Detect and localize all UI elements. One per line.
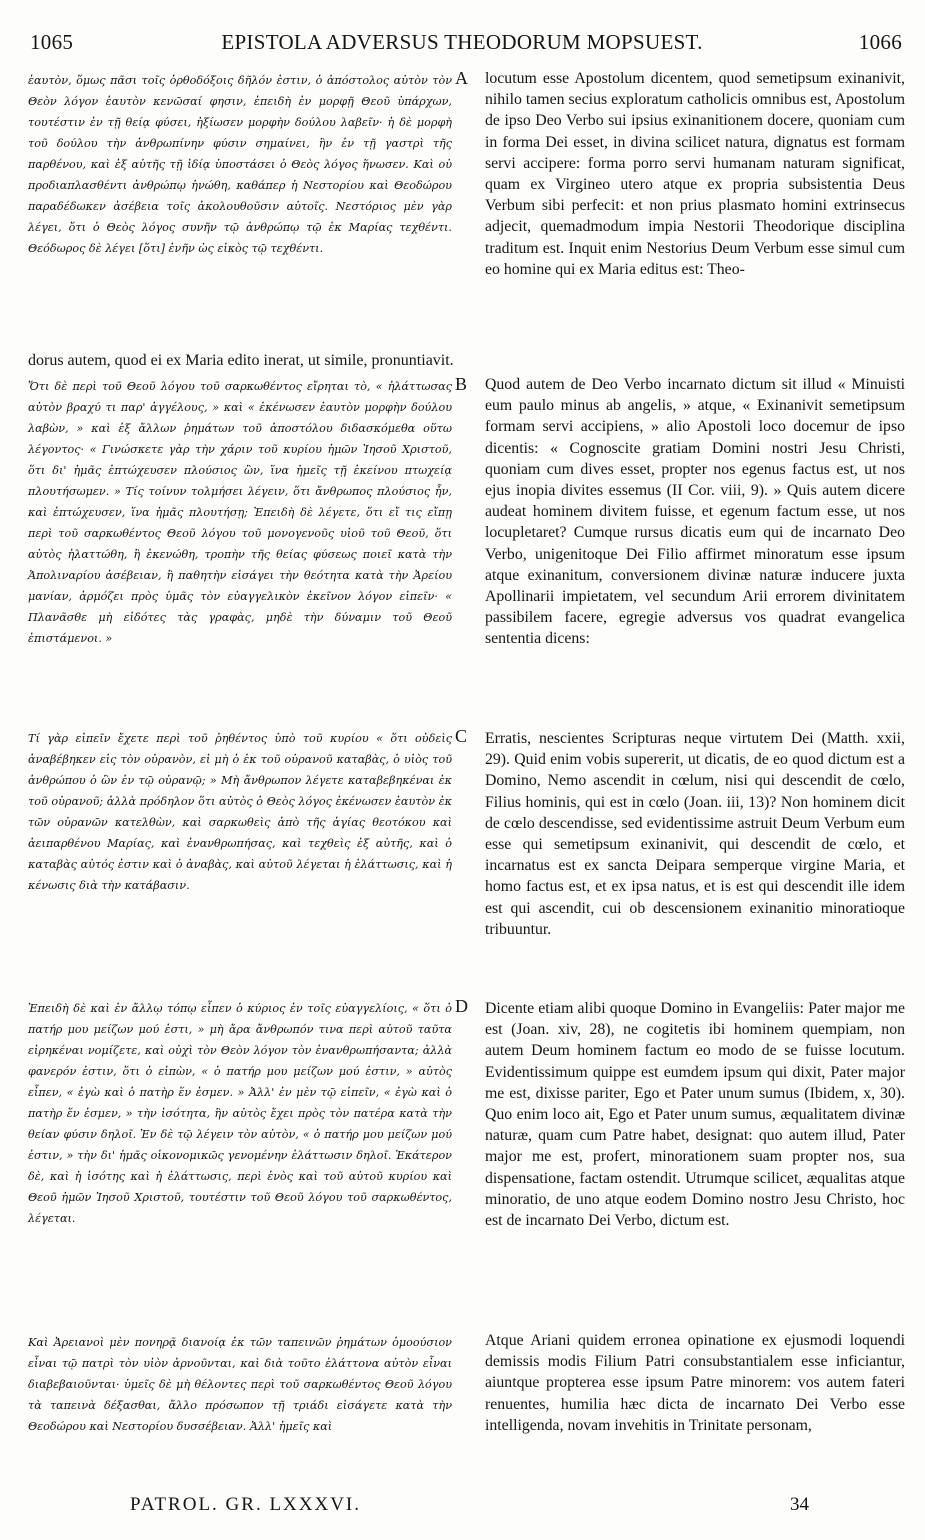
- greek-paragraph-c: Τί γὰρ εἰπεῖν ἔχετε περὶ τοῦ ῥηθέντος ὑπὸ τοῦ κυρίου « ὅτι οὐδεὶς ἀναβέβηκεν εἰς τὸν οὐρανὸν, εἰ μὴ ὁ ἐκ τοῦ οὐρανοῦ καταβὰς, ὁ υἱὸς τοῦ ἀνθρώπου ὁ ὢν ἐν τῷ οὐρανῷ; » Μὴ ἄνθρωπον λέγετε καταβεβηκέναι ἐκ τοῦ οὐρανοῦ; ἀλλὰ πρόδηλον ὅτι αὐτὸς ὁ Θεὸς λόγος ἐκένωσεν ἑαυτὸν ἐκ τῶν οὐρανῶν κατελθὼν, καὶ σαρκωθεὶς ἀπὸ τῆς ἁγίας θεοτόκου καὶ ἀειπαρθένου Μαρίας, καὶ ἐνανθρωπήσας, καὶ τεχθεὶς ἐξ αὐτῆς, καὶ ὁ καταβὰς αὐτός ἐστιν καὶ ὁ ἀναβὰς, καὶ αὐτοῦ λέγεται ἡ ἐλάττωσις, καὶ ἡ κένωσις διὰ τὴν κατάβασιν.: [28, 732, 456, 892]
- greek-paragraph-d: Ἐπειδὴ δὲ καὶ ἐν ἄλλῳ τόπῳ εἶπεν ὁ κύριος ἐν τοῖς εὐαγγελίοις, « ὅτι ὁ πατήρ μου μείζων μού ἐστι, » μὴ ἄρα ἄνθρωπόν τινα περὶ αὐτοῦ ταῦτα εἰρηκέναι νομίζετε, καὶ οὐχὶ τὸν Θεὸν λόγον τὸν ἐνανθρωπήσαντα; ἀλλὰ φανερόν ἐστιν, ὅτι ὁ εἰπὼν, « ὁ πατήρ μου μείζων μού ἐστιν, » αὐτὸς εἶπεν, « ἐγὼ καὶ ὁ πατὴρ ἕν ἐσμεν. » Ἀλλ' ἐν μὲν τῷ εἰπεῖν, « ἐγὼ καὶ ὁ πατὴρ ἕν ἐσμεν, » τὴν ἰσότητα, ἣν αὐτὸς ἔχει πρὸς τὸν πατέρα κατὰ τὴν θείαν φύσιν δηλοῖ. Ἐν δὲ τῷ λέγειν τὸν αὐτὸν, « ὁ πατήρ μου μείζων μού ἐστιν, » τὴν δι' ἡμᾶς οἰκονομικῶς γενομένην ἐλάττωσιν δηλοῖ. Ἑκάτερον δὲ, καὶ ἡ ἰσότης καὶ ἡ ἐλάττωσις, περὶ ἑνὸς καὶ τοῦ αὐτοῦ κυρίου καὶ Θεοῦ ἡμῶν Ἰησοῦ Χριστοῦ, τουτέστιν τοῦ Θεοῦ λόγου τοῦ σαρκωθέντος, λέγεται.: [28, 1002, 456, 1225]
- footer-signature: 34: [790, 1494, 809, 1515]
- running-title: EPISTOLA ADVERSUS THEODORUM MOPSUEST.: [221, 30, 703, 54]
- page-footer: [0, 1494, 925, 1524]
- latin-paragraph-c: Erratis, nescientes Scripturas neque virtutem Dei (Matth. xxii, 29). Quid enim vobis supererit, ut dicatis, de eo quod dictum est a Domino, Nemo ascendit in cœlum, nisi qui descendit de cœlo, Filius hominis, qui est in cœlo (Joan. iii, 13)? Non hominem dicit de cœlo descendisse, sed evidentissime astruit Deum Verbum eum esse qui semetipsum exinanivit, qui descendit de cœlo, et incarnatus est ex sancta Deipara semperque virgine Maria, et homo factus est, et ex ipsa natus, et is est qui descendit ille idem est qui ascendit, cui ob descensionem exinanitio minoratioque tribuuntur.: [485, 730, 909, 938]
- page-header: [22, 30, 902, 64]
- page-number-left: 1065: [30, 30, 74, 54]
- section-marker-c: C: [455, 726, 468, 746]
- section-marker-a: A: [455, 68, 468, 88]
- greek-paragraph-b: Ὅτι δὲ περὶ τοῦ Θεοῦ λόγου τοῦ σαρκωθέντος εἴρηται τὸ, « ἠλάττωσας αὐτὸν βραχύ τι παρ' ἀγγέλους, » καὶ « ἐκένωσεν ἑαυτὸν μορφὴν δούλου λαβὼν, » καὶ ἐξ ἄλλων ῥημάτων τοῦ ἀποστόλου διδασκόμεθα οὕτω λέγοντος· « Γινώσκετε γὰρ τὴν χάριν τοῦ κυρίου ἡμῶν Ἰησοῦ Χριστοῦ, ὅτι δι' ἡμᾶς ἐπτώχευσεν πλούσιος ὢν, ἵνα ἡμεῖς τῇ ἐκείνου πτωχείᾳ πλουτήσωμεν. » Τίς τοίνυν τολμήσει λέγειν, ὅτι ἄνθρωπος πλούσιος ἦν, καὶ ἐπτώχευσεν, ἵνα ἡμᾶς πλουτήσῃ; Ἐπειδὴ δὲ λέγετε, ὅτι εἴ τις εἴπῃ περὶ τοῦ σαρκωθέντος Θεοῦ λόγου τοῦ μονογενοῦς υἱοῦ τοῦ Θεοῦ, ὅτι αὐτὸς ἠλαττώθη, ἢ ἐκενώθη, τροπὴν τῆς θείας φύσεως ποιεῖ κατὰ τὴν Ἀπολιναρίου ἀσέβειαν, ἢ παθητὴν εἰσάγει τὴν θεότητα κατὰ τὴν Ἀρείου μανίαν, ἁρμόζει πρὸς ὑμᾶς τὸν εὐαγγελικὸν ἐκεῖνον λόγον εἰπεῖν· « Πλανᾶσθε μὴ εἰδότες τὰς γραφὰς, μηδὲ τὴν δύναμιν τοῦ Θεοῦ ἐπιστάμενοι. »: [28, 380, 456, 645]
- footer-volume: PATROL. GR. LXXXVI.: [130, 1494, 362, 1515]
- section-marker-b: B: [455, 374, 468, 394]
- latin-paragraph-d: Dicente etiam alibi quoque Domino in Evangeliis: Pater major me est (Joan. xiv, 28), ne cogitetis ibi hominem quempiam, non autem Deum hominem factum eo modo de se fuisse locutum. Evidentissimum quippe est eumdem ipsum qui dixit, Pater major me est, dixisse pariter, Ego et Pater unum sumus (Ibidem, x, 30). Quo enim loco ait, Ego et Pater unum sumus, æqualitatem divinæ naturæ, quam cum Patre habet, designat: quo autem illud, Pater major me est, profert, minorationem suam propter nos, sua dispensatione, factam ostendit. Utrumque scilicet, æqualitas atque minoratio, de uno atque eodem Domino nostro Jesu Christo, hoc est de incarnato Dei Verbo, dictum est.: [485, 1000, 909, 1230]
- spanning-line: dorus autem, quod ei ex Maria edito inerat, ut simile, pronuntiavit.: [28, 352, 454, 369]
- latin-paragraph-a: locutum esse Apostolum dicentem, quod semetipsum exinanivit, nihilo tamen secius exploratum catholicis omnibus est, Apostolum de ipso Deo Verbo sui ipsius exinanitionem docere, quoniam cum in forma Dei esset, in divina scilicet natura, dignatus est formam servi accipere: forma porro servi humanam naturam significat, quam ex Virgineo utero atque ex propria subsistentia Deus Verbum sibi perfecit: et non prius plasmato homini extrinsecus adjecit, quemadmodum impia Nestorii Theodorique disciplina traditum est. Inquit enim Nestorius Deum Verbum esse simul cum eo homine qui ex Maria editus est: Theo-: [485, 70, 909, 278]
- greek-paragraph-e: Καὶ Ἀρειανοὶ μὲν πονηρᾷ διανοίᾳ ἐκ τῶν ταπεινῶν ῥημάτων ὁμοούσιον εἶναι τῷ πατρὶ τὸν υἱὸν ἀρνοῦνται, καὶ διὰ τοῦτο ἐλάττονα αὐτὸν εἶναι διαβεβαιοῦνται· ὑμεῖς δὲ μὴ θέλοντες περὶ τοῦ σαρκωθέντος Θεοῦ λόγου τὰ ταπεινὰ δέξασθαι, ἄλλο πρόσωπον τῇ τριάδι εἰσάγετε κατὰ τὴν Θεοδώρου καὶ Νεστορίου δυσσέβειαν. Ἀλλ' ἡμεῖς καὶ: [28, 1336, 456, 1433]
- greek-paragraph-a: ἑαυτὸν, ὅμως πᾶσι τοῖς ὀρθοδόξοις δῆλόν ἐστιν, ὁ ἀπόστολος αὐτὸν τὸν Θεὸν λόγον ἑαυτὸν κενῶσαί φησιν, ἐπειδὴ ἐν μορφῇ Θεοῦ ὑπάρχων, τουτέστιν ἐν τῇ θείᾳ φύσει, ἠξίωσεν μορφὴν δούλου λαβεῖν· ἡ δὲ μορφὴ τοῦ δούλου τὴν ἀνθρωπίνην φύσιν σημαίνει, ἣν ἐν τῇ γαστρὶ τῆς παρθένου, καὶ ἐξ αὐτῆς τῇ ἰδίᾳ ὑποστάσει ὁ Θεὸς λόγος ἥνωσεν. Καὶ οὐ προδιαπλασθέντι ἀνθρώπῳ ἡνώθη, καθάπερ ἡ Νεστορίου καὶ Θεοδώρου παραδέδωκεν ἀσέβεια τοῖς ἀκολουθοῦσιν αὐτοῖς. Νεστόριος μὲν γὰρ λέγει, ὅτι ὁ Θεὸς λόγος συνῆν τῷ ἀνθρώπῳ τῷ ἐκ Μαρίας τεχθέντι. Θεόδωρος δὲ λέγει [ὅτι] ἐνῆν ὡς εἰκὸς τῷ τεχθέντι.: [28, 74, 456, 255]
- section-marker-d: D: [455, 996, 468, 1016]
- page-number-right: 1066: [858, 30, 902, 54]
- latin-paragraph-b: Quod autem de Deo Verbo incarnato dictum sit illud « Minuisti eum paulo minus ab angelis, » atque, « Exinanivit semetipsum formam servi accipiens, » alio Apostoli loco docemur de ipso dicentis: « Cognoscite gratiam Domini nostri Jesu Christi, quoniam cum dives esset, propter nos egenus factus est, ut nos ejus inopia divites essemus (II Cor. viii, 9). » Quis autem dicere audeat hominem divitem fuisse, et egenum factum esse, ut nos locupletaret? Cumque rursus dicatis eum qui de incarnato Deo Verbo, unigenitoque Dei Filio affirmet minoratum esse ipsum atque exinanitum, conversionem divinæ naturæ inducere juxta Apollinarii impietatem, vel secundum Arii errorem divinitatem passibilem facere, egregie adversus vos quadrat evangelica sententia dicens:: [485, 376, 909, 648]
- latin-paragraph-e: Atque Ariani quidem erronea opinatione ex ejusmodi loquendi demissis modis Filium Patri consubstantialem esse inficiantur, aiuntque propterea esse ipsum Patre minorem: vos autem fateri renuentes, humilia hæc dicta de incarnato Dei Verbo esse intelligenda, novam invehitis in Trinitate personam,: [485, 1332, 909, 1434]
